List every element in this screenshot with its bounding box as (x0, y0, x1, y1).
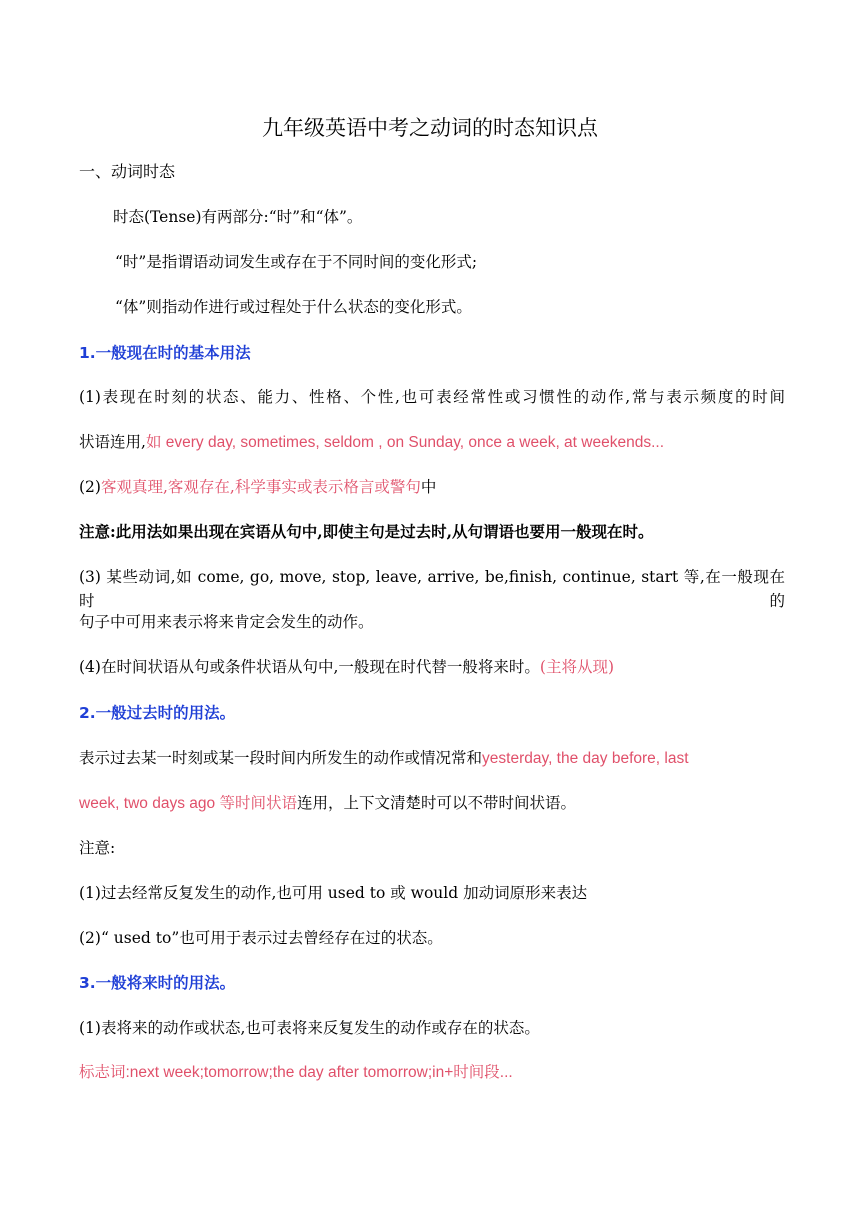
simple-present-line-3-suffix: 中 (420, 478, 437, 496)
simple-past-line-1-prefix: 表示过去某一时刻或某一段时间内所发生的动作或情况常和 (79, 749, 483, 767)
simple-past-line-2-suffix: 连用，上下文清楚时可以不带时间状语。 (296, 794, 576, 812)
heading-simple-past: 2.一般过去时的用法。 (79, 704, 236, 722)
simple-future-line-1: (1)表将来的动作或状态,也可表将来反复发生的动作或存在的状态。 (79, 1019, 540, 1037)
simple-present-line-1: (1)表现在时刻的状态、能力、性格、个性,也可表经常性或习惯性的动作,常与表示频度的时间 (79, 388, 785, 406)
heading-simple-future: 3.一般将来时的用法。 (79, 974, 236, 992)
simple-present-line-2-prefix: 状语连用, (79, 433, 146, 451)
intro-line-3: “体”则指动作进行或过程处于什么状态的变化形式。 (115, 298, 472, 316)
simple-present-line-3 (79, 475, 785, 499)
simple-past-line-4: (2)“ used to”也可用于表示过去曾经存在过的状态。 (79, 929, 443, 947)
section-heading-verb-tense: 一、动词时态 (79, 162, 176, 181)
simple-present-line-3-prefix: (2) (79, 478, 101, 496)
simple-past-line-2 (79, 791, 785, 816)
simple-present-note: 注意:此用法如果出现在宾语从句中,即使主句是过去时,从句谓语也要用一般现在时。 (79, 522, 654, 541)
past-time-markers-2: week, two days ago 等时间状语 (79, 795, 297, 812)
future-signal-words: 标志词:next week;tomorrow;the day after tomorrow;in+时间段... (79, 1064, 513, 1081)
simple-past-note: 注意: (79, 839, 116, 857)
intro-line-2: “时”是指谓语动词发生或存在于不同时间的变化形式; (115, 253, 478, 271)
main-future-sub-present: (主将从现) (539, 658, 614, 676)
past-time-markers-1: yesterday, the day before, last (482, 750, 689, 767)
simple-present-line-6 (79, 655, 785, 679)
simple-past-line-1 (79, 746, 785, 771)
simple-present-line-6-prefix: (4)在时间状语从句或条件状语从句中,一般现在时代替一般将来时。 (79, 658, 540, 676)
objective-truth-text: 客观真理,客观存在,科学事实或表示格言或警句 (100, 478, 421, 496)
document-title: 九年级英语中考之动词的时态知识点 (262, 116, 598, 140)
simple-present-line-4: (3) 某些动词,如 come, go, move, stop, leave, arrive, be,finish, continue, start 等,在一般现在时的 (79, 568, 785, 610)
intro-line-1: 时态(Tense)有两部分:“时”和“体”。 (113, 208, 363, 226)
simple-present-line-2 (79, 430, 785, 455)
frequency-examples: 如 every day, sometimes, seldom , on Sunday, once a week, at weekends... (145, 434, 665, 451)
simple-present-line-5: 句子中可用来表示将来肯定会发生的动作。 (79, 613, 374, 631)
simple-past-line-3: (1)过去经常反复发生的动作,也可用 used to 或 would 加动词原形来表达 (79, 884, 588, 902)
heading-simple-present: 1.一般现在时的基本用法 (79, 344, 251, 362)
